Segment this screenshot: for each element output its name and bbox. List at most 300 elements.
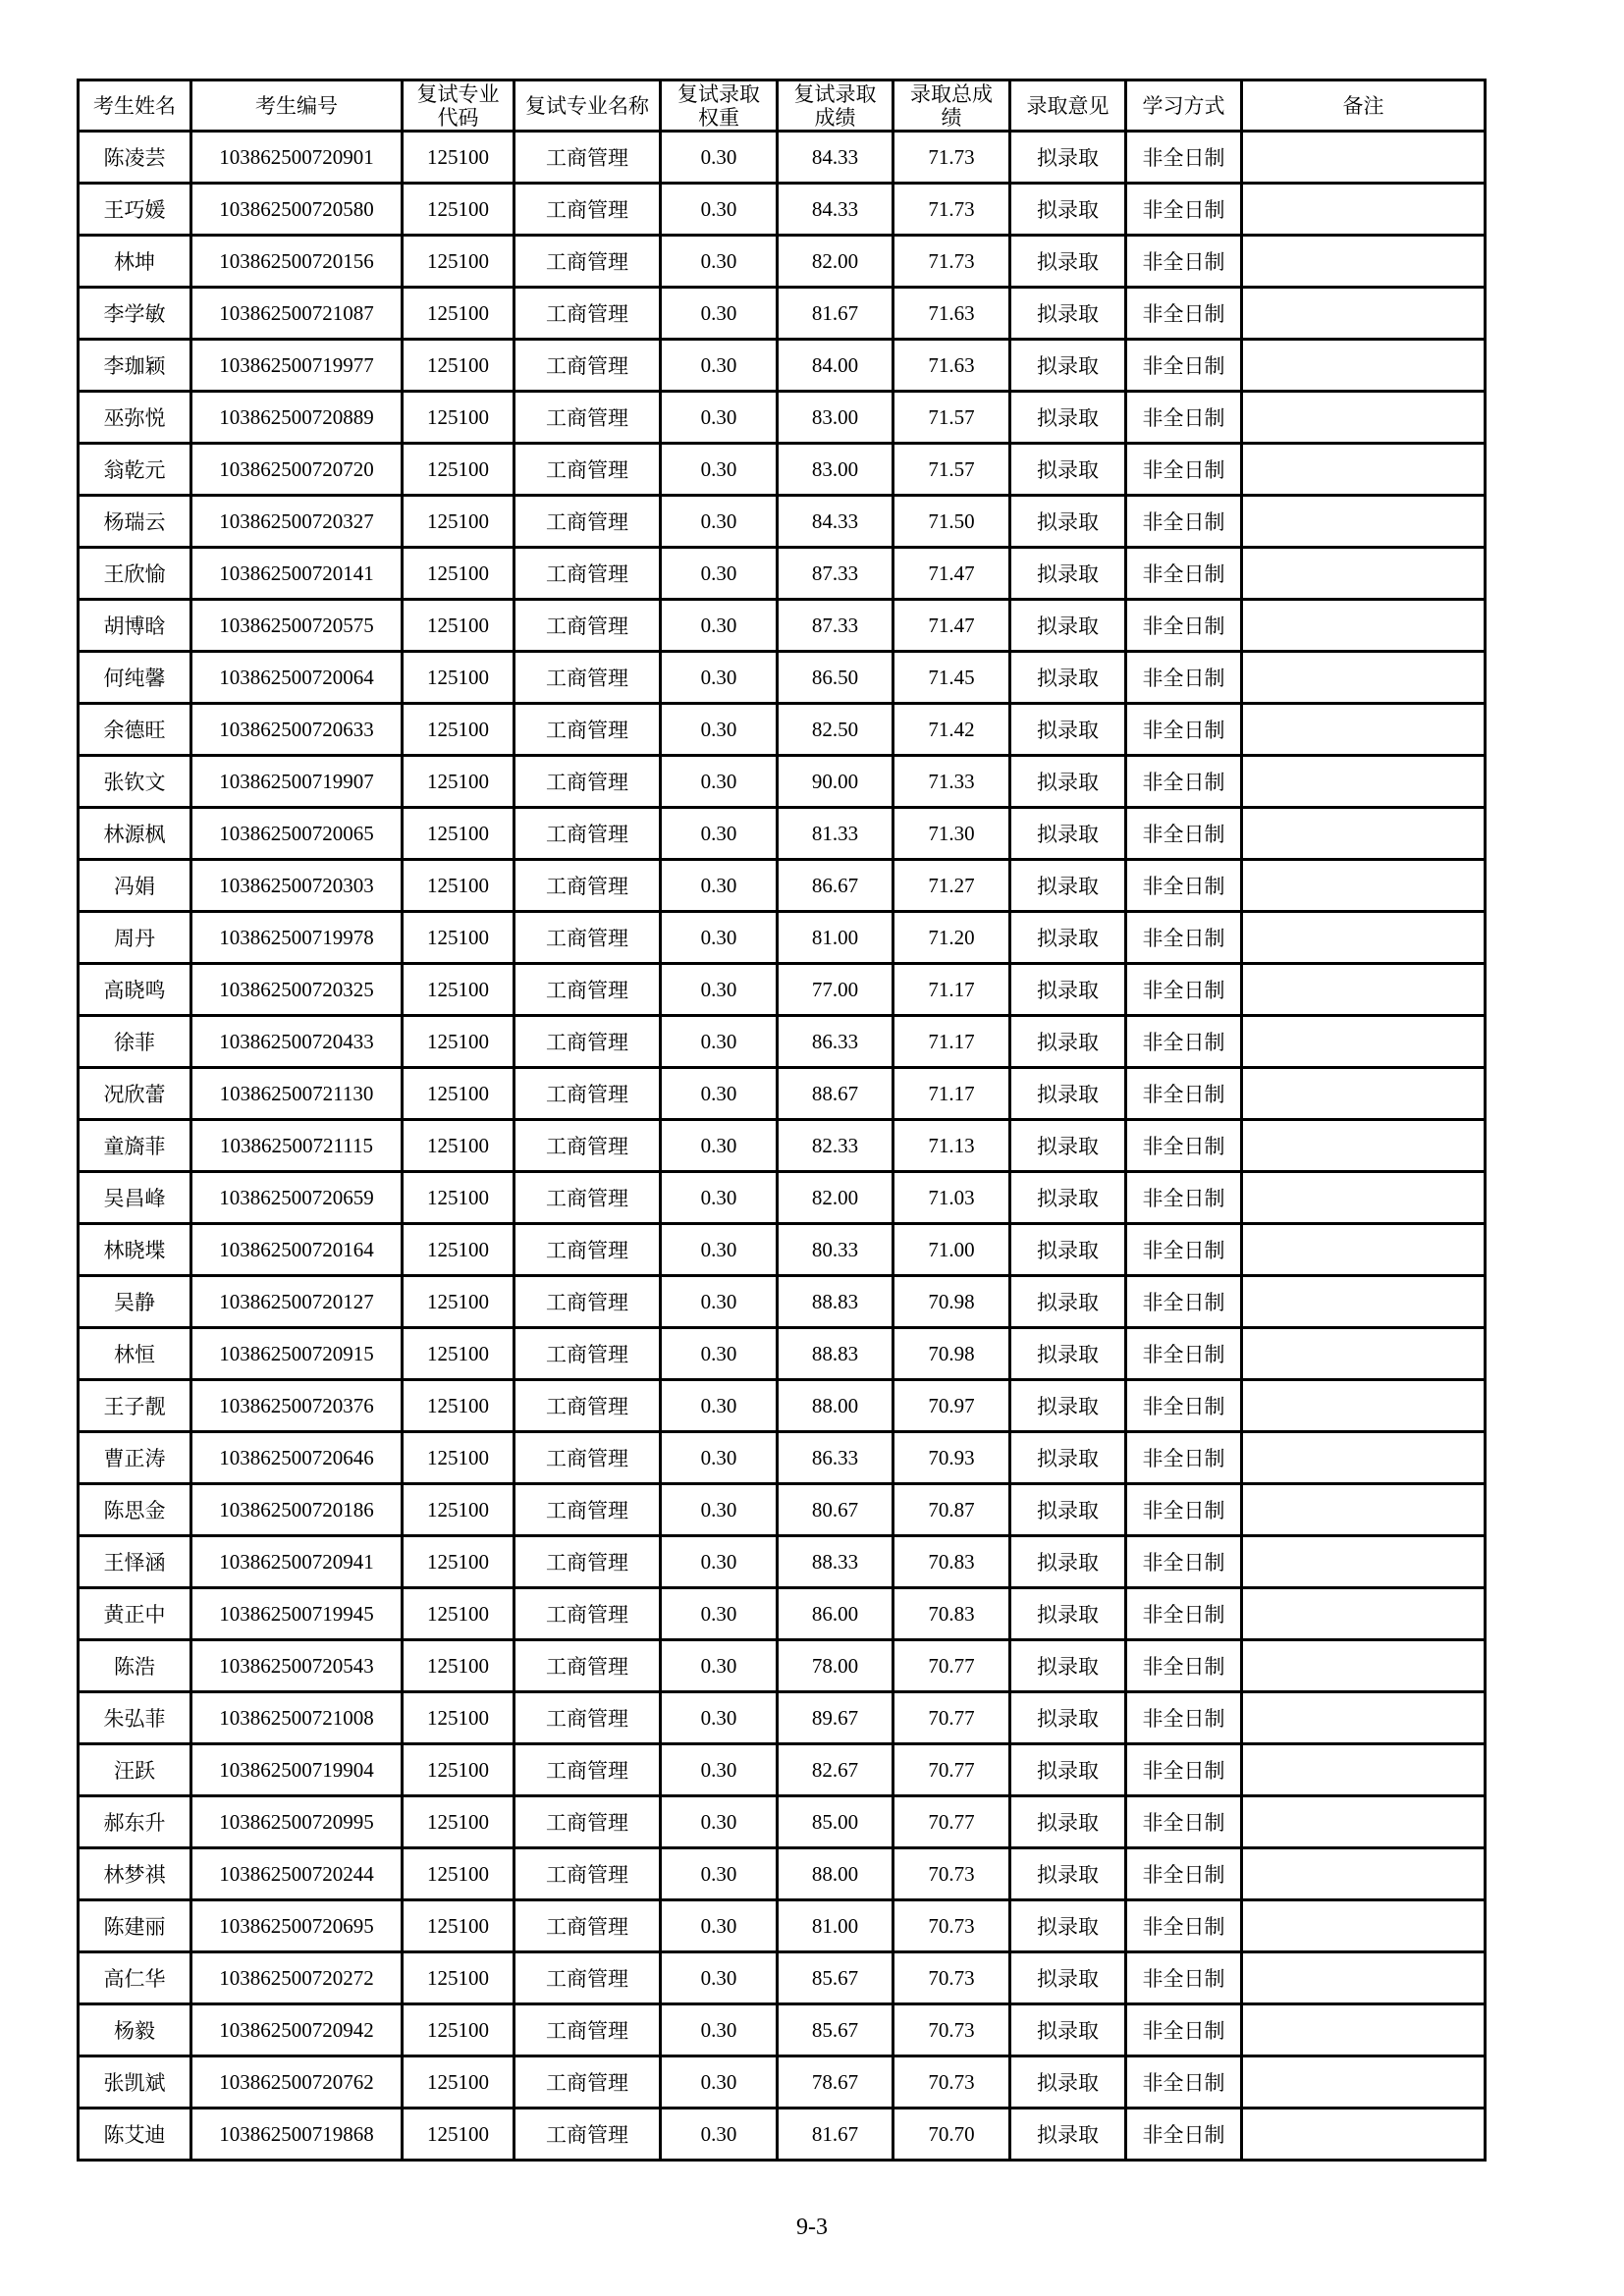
table-row xyxy=(79,548,1486,600)
admission-opinion-cell: 拟录取 xyxy=(1010,1276,1126,1328)
study-mode-cell: 非全日制 xyxy=(1126,1692,1242,1744)
study-mode-cell: 非全日制 xyxy=(1126,1068,1242,1120)
header-label: 复试录取成绩 xyxy=(793,81,877,130)
retest-score-cell: 81.67 xyxy=(778,288,893,340)
total-score-cell: 70.77 xyxy=(893,1692,1010,1744)
table-row xyxy=(79,2004,1486,2056)
major-code-cell: 125100 xyxy=(403,1172,514,1224)
candidate-name-cell: 林晓堞 xyxy=(79,1224,191,1276)
study-mode-cell: 非全日制 xyxy=(1126,1848,1242,1900)
candidate-name-cell: 巫弥悦 xyxy=(79,392,191,444)
retest-weight-cell: 0.30 xyxy=(661,2109,778,2161)
candidate-name-cell: 黄正中 xyxy=(79,1588,191,1640)
retest-score-cell: 86.50 xyxy=(778,652,893,704)
total-score-cell: 71.17 xyxy=(893,964,1010,1016)
total-score-cell: 71.42 xyxy=(893,704,1010,756)
total-score-cell: 71.20 xyxy=(893,912,1010,964)
major-name-cell: 工商管理 xyxy=(514,600,661,652)
major-code-cell: 125100 xyxy=(403,1484,514,1536)
header-label: 录取意见 xyxy=(1026,93,1110,118)
retest-weight-cell: 0.30 xyxy=(661,808,778,860)
study-mode-cell: 非全日制 xyxy=(1126,288,1242,340)
study-mode-cell: 非全日制 xyxy=(1126,964,1242,1016)
admission-opinion-cell: 拟录取 xyxy=(1010,600,1126,652)
major-code-cell: 125100 xyxy=(403,1952,514,2004)
remarks-cell xyxy=(1242,1484,1486,1536)
major-code-cell: 125100 xyxy=(403,496,514,548)
candidate-name-cell: 陈思金 xyxy=(79,1484,191,1536)
admission-opinion-cell: 拟录取 xyxy=(1010,1016,1126,1068)
candidate-id-cell: 103862500720327 xyxy=(191,496,403,548)
header-row xyxy=(79,80,1486,132)
table-row xyxy=(79,1224,1486,1276)
candidate-name-cell: 张凯斌 xyxy=(79,2056,191,2109)
candidate-id-cell: 103862500719977 xyxy=(191,340,403,392)
retest-score-cell: 87.33 xyxy=(778,548,893,600)
retest-score-cell: 83.00 xyxy=(778,392,893,444)
retest-score-cell: 80.67 xyxy=(778,1484,893,1536)
major-code-cell: 125100 xyxy=(403,1432,514,1484)
major-code-cell: 125100 xyxy=(403,1744,514,1796)
header-label: 录取总成绩 xyxy=(909,81,993,130)
table-row xyxy=(79,1744,1486,1796)
major-name-cell: 工商管理 xyxy=(514,912,661,964)
total-score-cell: 70.77 xyxy=(893,1796,1010,1848)
study-mode-cell: 非全日制 xyxy=(1126,184,1242,236)
major-name-cell: 工商管理 xyxy=(514,860,661,912)
major-code-cell: 125100 xyxy=(403,1120,514,1172)
candidate-id-cell: 103862500720633 xyxy=(191,704,403,756)
major-code-cell: 125100 xyxy=(403,860,514,912)
total-score-cell: 70.73 xyxy=(893,1900,1010,1952)
retest-score-cell: 84.00 xyxy=(778,340,893,392)
retest-score-cell: 82.33 xyxy=(778,1120,893,1172)
retest-weight-cell: 0.30 xyxy=(661,912,778,964)
total-score-cell: 71.45 xyxy=(893,652,1010,704)
total-score-cell: 71.30 xyxy=(893,808,1010,860)
admission-opinion-cell: 拟录取 xyxy=(1010,496,1126,548)
total-score-cell: 71.47 xyxy=(893,600,1010,652)
table-row xyxy=(79,444,1486,496)
candidate-id-cell: 103862500721130 xyxy=(191,1068,403,1120)
table-row xyxy=(79,756,1486,808)
retest-weight-cell: 0.30 xyxy=(661,236,778,288)
major-name-cell: 工商管理 xyxy=(514,1536,661,1588)
major-name-cell: 工商管理 xyxy=(514,1744,661,1796)
candidate-name-cell: 陈艾迪 xyxy=(79,2109,191,2161)
retest-weight-cell: 0.30 xyxy=(661,288,778,340)
retest-score-cell: 88.33 xyxy=(778,1536,893,1588)
study-mode-cell: 非全日制 xyxy=(1126,808,1242,860)
major-name-cell: 工商管理 xyxy=(514,2109,661,2161)
candidate-name-cell: 胡博晗 xyxy=(79,600,191,652)
admission-opinion-cell: 拟录取 xyxy=(1010,1848,1126,1900)
retest-weight-cell: 0.30 xyxy=(661,1848,778,1900)
retest-score-cell: 88.00 xyxy=(778,1380,893,1432)
major-code-cell: 125100 xyxy=(403,1536,514,1588)
candidate-name-cell: 郝东升 xyxy=(79,1796,191,1848)
candidate-id-cell: 103862500720901 xyxy=(191,132,403,184)
remarks-cell xyxy=(1242,2056,1486,2109)
candidate-name-cell: 杨瑞云 xyxy=(79,496,191,548)
total-score-cell: 71.73 xyxy=(893,184,1010,236)
table-row xyxy=(79,704,1486,756)
retest-weight-cell: 0.30 xyxy=(661,1432,778,1484)
total-score-cell: 71.27 xyxy=(893,860,1010,912)
retest-score-cell: 84.33 xyxy=(778,496,893,548)
header-label: 考生编号 xyxy=(255,93,338,118)
retest-weight-cell: 0.30 xyxy=(661,1068,778,1120)
retest-score-cell: 82.00 xyxy=(778,236,893,288)
retest-weight-cell: 0.30 xyxy=(661,1484,778,1536)
total-score-cell: 71.73 xyxy=(893,236,1010,288)
candidate-id-cell: 103862500720995 xyxy=(191,1796,403,1848)
page-number: 9-3 xyxy=(796,2215,828,2240)
table-row xyxy=(79,1536,1486,1588)
retest-score-cell: 78.67 xyxy=(778,2056,893,2109)
table-row xyxy=(79,964,1486,1016)
major-name-cell: 工商管理 xyxy=(514,1640,661,1692)
major-name-cell: 工商管理 xyxy=(514,1380,661,1432)
candidate-id-cell: 103862500721008 xyxy=(191,1692,403,1744)
candidate-name-cell: 李学敏 xyxy=(79,288,191,340)
candidate-name-cell: 高晓鸣 xyxy=(79,964,191,1016)
table-row xyxy=(79,132,1486,184)
candidate-name-cell: 高仁华 xyxy=(79,1952,191,2004)
study-mode-cell: 非全日制 xyxy=(1126,1016,1242,1068)
table-row xyxy=(79,1692,1486,1744)
admission-opinion-cell: 拟录取 xyxy=(1010,132,1126,184)
candidate-name-cell: 周丹 xyxy=(79,912,191,964)
admission-opinion-cell: 拟录取 xyxy=(1010,756,1126,808)
major-code-cell: 125100 xyxy=(403,1588,514,1640)
retest-weight-cell: 0.30 xyxy=(661,1900,778,1952)
retest-score-cell: 88.83 xyxy=(778,1276,893,1328)
table-row xyxy=(79,2056,1486,2109)
major-code-cell: 125100 xyxy=(403,1276,514,1328)
candidate-id-cell: 103862500720156 xyxy=(191,236,403,288)
remarks-cell xyxy=(1242,1848,1486,1900)
retest-weight-cell: 0.30 xyxy=(661,756,778,808)
major-name-cell: 工商管理 xyxy=(514,548,661,600)
major-code-cell: 125100 xyxy=(403,340,514,392)
retest-weight-cell: 0.30 xyxy=(661,1120,778,1172)
study-mode-cell: 非全日制 xyxy=(1126,912,1242,964)
candidate-id-cell: 103862500720186 xyxy=(191,1484,403,1536)
candidate-name-cell: 王怿涵 xyxy=(79,1536,191,1588)
header-label: 复试专业代码 xyxy=(416,81,500,130)
major-code-cell: 125100 xyxy=(403,2056,514,2109)
admission-opinion-cell: 拟录取 xyxy=(1010,1380,1126,1432)
retest-score-cell: 88.00 xyxy=(778,1848,893,1900)
admission-opinion-cell: 拟录取 xyxy=(1010,1172,1126,1224)
retest-score-cell: 84.33 xyxy=(778,184,893,236)
study-mode-cell: 非全日制 xyxy=(1126,652,1242,704)
table-row xyxy=(79,652,1486,704)
candidate-id-cell: 103862500720433 xyxy=(191,1016,403,1068)
retest-weight-cell: 0.30 xyxy=(661,1172,778,1224)
remarks-cell xyxy=(1242,600,1486,652)
major-name-cell: 工商管理 xyxy=(514,444,661,496)
study-mode-cell: 非全日制 xyxy=(1126,392,1242,444)
study-mode-cell: 非全日制 xyxy=(1126,860,1242,912)
header-total-score xyxy=(893,80,1010,132)
remarks-cell xyxy=(1242,1068,1486,1120)
candidate-name-cell: 曹正涛 xyxy=(79,1432,191,1484)
admission-opinion-cell: 拟录取 xyxy=(1010,340,1126,392)
candidate-id-cell: 103862500720141 xyxy=(191,548,403,600)
total-score-cell: 70.70 xyxy=(893,2109,1010,2161)
retest-score-cell: 81.33 xyxy=(778,808,893,860)
remarks-cell xyxy=(1242,548,1486,600)
remarks-cell xyxy=(1242,1796,1486,1848)
table-row xyxy=(79,808,1486,860)
table-row xyxy=(79,1120,1486,1172)
study-mode-cell: 非全日制 xyxy=(1126,1120,1242,1172)
retest-weight-cell: 0.30 xyxy=(661,1796,778,1848)
header-candidate-id xyxy=(191,80,403,132)
table-row xyxy=(79,1068,1486,1120)
remarks-cell xyxy=(1242,912,1486,964)
total-score-cell: 71.57 xyxy=(893,392,1010,444)
admission-opinion-cell: 拟录取 xyxy=(1010,652,1126,704)
header-major-code xyxy=(403,80,514,132)
major-code-cell: 125100 xyxy=(403,1328,514,1380)
remarks-cell xyxy=(1242,392,1486,444)
retest-score-cell: 88.67 xyxy=(778,1068,893,1120)
header-candidate-name xyxy=(79,80,191,132)
study-mode-cell: 非全日制 xyxy=(1126,1224,1242,1276)
retest-weight-cell: 0.30 xyxy=(661,444,778,496)
admission-opinion-cell: 拟录取 xyxy=(1010,548,1126,600)
major-name-cell: 工商管理 xyxy=(514,1120,661,1172)
major-code-cell: 125100 xyxy=(403,1224,514,1276)
remarks-cell xyxy=(1242,756,1486,808)
retest-score-cell: 81.00 xyxy=(778,912,893,964)
study-mode-cell: 非全日制 xyxy=(1126,756,1242,808)
table-row xyxy=(79,1328,1486,1380)
admission-opinion-cell: 拟录取 xyxy=(1010,444,1126,496)
candidate-id-cell: 103862500720376 xyxy=(191,1380,403,1432)
header-admission-opinion xyxy=(1010,80,1126,132)
major-code-cell: 125100 xyxy=(403,2109,514,2161)
table-row xyxy=(79,236,1486,288)
remarks-cell xyxy=(1242,1432,1486,1484)
table-row xyxy=(79,860,1486,912)
major-code-cell: 125100 xyxy=(403,1068,514,1120)
candidate-name-cell: 陈浩 xyxy=(79,1640,191,1692)
candidate-id-cell: 103862500720941 xyxy=(191,1536,403,1588)
major-name-cell: 工商管理 xyxy=(514,1432,661,1484)
total-score-cell: 71.17 xyxy=(893,1068,1010,1120)
major-code-cell: 125100 xyxy=(403,548,514,600)
table-header xyxy=(79,80,1486,132)
major-name-cell: 工商管理 xyxy=(514,1952,661,2004)
admission-opinion-cell: 拟录取 xyxy=(1010,1692,1126,1744)
study-mode-cell: 非全日制 xyxy=(1126,1432,1242,1484)
total-score-cell: 70.97 xyxy=(893,1380,1010,1432)
candidate-name-cell: 汪跃 xyxy=(79,1744,191,1796)
candidate-name-cell: 林梦祺 xyxy=(79,1848,191,1900)
major-name-cell: 工商管理 xyxy=(514,2004,661,2056)
total-score-cell: 71.73 xyxy=(893,132,1010,184)
admission-opinion-cell: 拟录取 xyxy=(1010,860,1126,912)
retest-score-cell: 78.00 xyxy=(778,1640,893,1692)
candidate-name-cell: 翁乾元 xyxy=(79,444,191,496)
remarks-cell xyxy=(1242,288,1486,340)
candidate-name-cell: 冯娟 xyxy=(79,860,191,912)
admission-opinion-cell: 拟录取 xyxy=(1010,392,1126,444)
candidate-name-cell: 徐菲 xyxy=(79,1016,191,1068)
major-name-cell: 工商管理 xyxy=(514,808,661,860)
retest-score-cell: 86.33 xyxy=(778,1432,893,1484)
retest-score-cell: 82.67 xyxy=(778,1744,893,1796)
remarks-cell xyxy=(1242,1692,1486,1744)
retest-score-cell: 83.00 xyxy=(778,444,893,496)
candidate-name-cell: 李珈颖 xyxy=(79,340,191,392)
major-code-cell: 125100 xyxy=(403,808,514,860)
major-code-cell: 125100 xyxy=(403,288,514,340)
candidate-id-cell: 103862500720580 xyxy=(191,184,403,236)
candidate-id-cell: 103862500721087 xyxy=(191,288,403,340)
study-mode-cell: 非全日制 xyxy=(1126,1588,1242,1640)
retest-score-cell: 86.67 xyxy=(778,860,893,912)
remarks-cell xyxy=(1242,1588,1486,1640)
admission-opinion-cell: 拟录取 xyxy=(1010,1952,1126,2004)
major-name-cell: 工商管理 xyxy=(514,1276,661,1328)
candidate-id-cell: 103862500719907 xyxy=(191,756,403,808)
remarks-cell xyxy=(1242,1016,1486,1068)
candidate-id-cell: 103862500720575 xyxy=(191,600,403,652)
candidate-name-cell: 杨毅 xyxy=(79,2004,191,2056)
retest-score-cell: 88.83 xyxy=(778,1328,893,1380)
major-name-cell: 工商管理 xyxy=(514,1068,661,1120)
table-row xyxy=(79,340,1486,392)
major-name-cell: 工商管理 xyxy=(514,964,661,1016)
retest-weight-cell: 0.30 xyxy=(661,1952,778,2004)
admission-opinion-cell: 拟录取 xyxy=(1010,1120,1126,1172)
retest-score-cell: 89.67 xyxy=(778,1692,893,1744)
admission-opinion-cell: 拟录取 xyxy=(1010,1432,1126,1484)
remarks-cell xyxy=(1242,704,1486,756)
retest-weight-cell: 0.30 xyxy=(661,1536,778,1588)
major-name-cell: 工商管理 xyxy=(514,1224,661,1276)
major-name-cell: 工商管理 xyxy=(514,496,661,548)
candidate-name-cell: 朱弘菲 xyxy=(79,1692,191,1744)
major-name-cell: 工商管理 xyxy=(514,1796,661,1848)
major-code-cell: 125100 xyxy=(403,964,514,1016)
retest-score-cell: 84.33 xyxy=(778,132,893,184)
major-name-cell: 工商管理 xyxy=(514,132,661,184)
major-name-cell: 工商管理 xyxy=(514,288,661,340)
major-name-cell: 工商管理 xyxy=(514,1484,661,1536)
remarks-cell xyxy=(1242,1952,1486,2004)
candidate-id-cell: 103862500720646 xyxy=(191,1432,403,1484)
admission-opinion-cell: 拟录取 xyxy=(1010,2109,1126,2161)
retest-score-cell: 82.50 xyxy=(778,704,893,756)
remarks-cell xyxy=(1242,184,1486,236)
major-code-cell: 125100 xyxy=(403,236,514,288)
major-code-cell: 125100 xyxy=(403,392,514,444)
major-name-cell: 工商管理 xyxy=(514,1328,661,1380)
study-mode-cell: 非全日制 xyxy=(1126,1952,1242,2004)
admission-opinion-cell: 拟录取 xyxy=(1010,912,1126,964)
candidate-id-cell: 103862500719868 xyxy=(191,2109,403,2161)
candidate-id-cell: 103862500719978 xyxy=(191,912,403,964)
table-row xyxy=(79,288,1486,340)
candidate-id-cell: 103862500720659 xyxy=(191,1172,403,1224)
retest-score-cell: 85.00 xyxy=(778,1796,893,1848)
table-row xyxy=(79,1900,1486,1952)
total-score-cell: 71.63 xyxy=(893,340,1010,392)
table-row xyxy=(79,1172,1486,1224)
candidate-name-cell: 陈建丽 xyxy=(79,1900,191,1952)
retest-weight-cell: 0.30 xyxy=(661,600,778,652)
header-major-name xyxy=(514,80,661,132)
table-row xyxy=(79,2109,1486,2161)
study-mode-cell: 非全日制 xyxy=(1126,2004,1242,2056)
retest-score-cell: 90.00 xyxy=(778,756,893,808)
total-score-cell: 70.87 xyxy=(893,1484,1010,1536)
total-score-cell: 71.17 xyxy=(893,1016,1010,1068)
remarks-cell xyxy=(1242,340,1486,392)
header-remarks xyxy=(1242,80,1486,132)
study-mode-cell: 非全日制 xyxy=(1126,444,1242,496)
total-score-cell: 70.83 xyxy=(893,1588,1010,1640)
retest-weight-cell: 0.30 xyxy=(661,2056,778,2109)
candidate-name-cell: 林恒 xyxy=(79,1328,191,1380)
candidate-id-cell: 103862500720325 xyxy=(191,964,403,1016)
candidate-id-cell: 103862500719904 xyxy=(191,1744,403,1796)
total-score-cell: 70.83 xyxy=(893,1536,1010,1588)
candidate-name-cell: 何纯馨 xyxy=(79,652,191,704)
candidate-name-cell: 况欣蕾 xyxy=(79,1068,191,1120)
candidate-id-cell: 103862500720127 xyxy=(191,1276,403,1328)
remarks-cell xyxy=(1242,1224,1486,1276)
major-name-cell: 工商管理 xyxy=(514,1016,661,1068)
total-score-cell: 71.47 xyxy=(893,548,1010,600)
study-mode-cell: 非全日制 xyxy=(1126,1484,1242,1536)
retest-score-cell: 77.00 xyxy=(778,964,893,1016)
admission-opinion-cell: 拟录取 xyxy=(1010,1328,1126,1380)
retest-weight-cell: 0.30 xyxy=(661,1640,778,1692)
major-name-cell: 工商管理 xyxy=(514,1900,661,1952)
candidate-name-cell: 王欣愉 xyxy=(79,548,191,600)
table-row xyxy=(79,184,1486,236)
candidate-id-cell: 103862500719945 xyxy=(191,1588,403,1640)
major-code-cell: 125100 xyxy=(403,1640,514,1692)
retest-weight-cell: 0.30 xyxy=(661,704,778,756)
study-mode-cell: 非全日制 xyxy=(1126,1328,1242,1380)
candidate-id-cell: 103862500720244 xyxy=(191,1848,403,1900)
table-row xyxy=(79,1380,1486,1432)
remarks-cell xyxy=(1242,132,1486,184)
study-mode-cell: 非全日制 xyxy=(1126,1744,1242,1796)
remarks-cell xyxy=(1242,1276,1486,1328)
retest-weight-cell: 0.30 xyxy=(661,860,778,912)
candidate-id-cell: 103862500721115 xyxy=(191,1120,403,1172)
remarks-cell xyxy=(1242,236,1486,288)
table-row xyxy=(79,1432,1486,1484)
remarks-cell xyxy=(1242,444,1486,496)
admission-opinion-cell: 拟录取 xyxy=(1010,236,1126,288)
admission-opinion-cell: 拟录取 xyxy=(1010,1796,1126,1848)
admission-opinion-cell: 拟录取 xyxy=(1010,1900,1126,1952)
retest-score-cell: 82.00 xyxy=(778,1172,893,1224)
major-code-cell: 125100 xyxy=(403,1848,514,1900)
retest-weight-cell: 0.30 xyxy=(661,1744,778,1796)
study-mode-cell: 非全日制 xyxy=(1126,704,1242,756)
